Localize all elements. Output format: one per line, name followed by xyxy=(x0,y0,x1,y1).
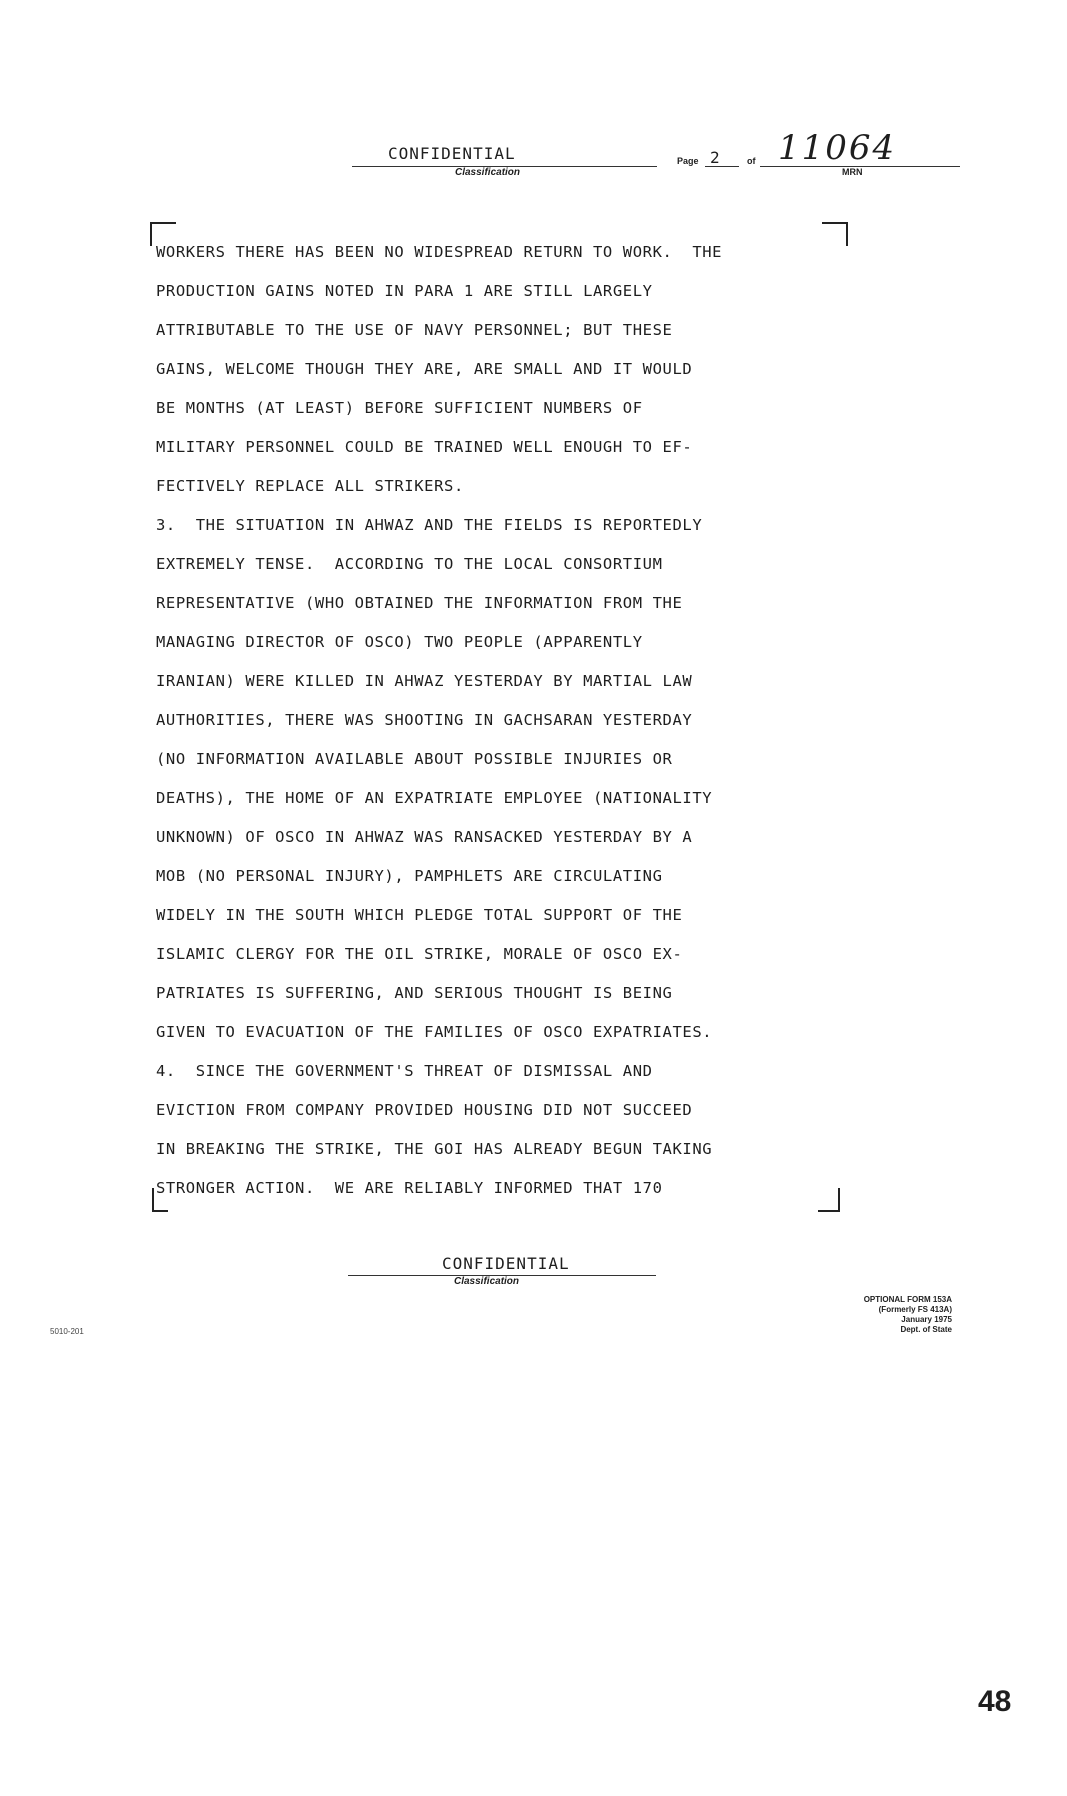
body-line: IN BREAKING THE STRIKE, THE GOI HAS ALREADY BEGUN TAKING xyxy=(156,1140,713,1158)
body-line: FECTIVELY REPLACE ALL STRIKERS. xyxy=(156,477,464,495)
footer-classification-label: Classification xyxy=(454,1276,520,1287)
form-line: Dept. of State xyxy=(900,1325,952,1334)
mrn-label: MRN xyxy=(842,167,863,177)
body-line: MANAGING DIRECTOR OF OSCO) TWO PEOPLE (APPARENTLY xyxy=(156,633,643,651)
stock-number: 5010-201 xyxy=(50,1327,84,1336)
body-line: BE MONTHS (AT LEAST) BEFORE SUFFICIENT NUMBERS OF xyxy=(156,399,643,417)
mrn-handwritten: 11064 xyxy=(778,128,897,168)
body-line: 4. SINCE THE GOVERNMENT'S THREAT OF DISMISSAL AND xyxy=(156,1062,653,1080)
header-classification-label: Classification xyxy=(455,167,521,178)
header-classification: CONFIDENTIAL xyxy=(388,144,516,163)
body-line: REPRESENTATIVE (WHO OBTAINED THE INFORMATION FROM THE xyxy=(156,594,683,612)
body-line: STRONGER ACTION. WE ARE RELIABLY INFORMED THAT 170 xyxy=(156,1179,663,1197)
body-line: EVICTION FROM COMPANY PROVIDED HOUSING DID NOT SUCCEED xyxy=(156,1101,693,1119)
form-info xyxy=(864,1295,952,1335)
body-line: WORKERS THERE HAS BEEN NO WIDESPREAD RETURN TO WORK. THE xyxy=(156,243,723,261)
body-line: WIDELY IN THE SOUTH WHICH PLEDGE TOTAL SUPPORT OF THE xyxy=(156,906,683,924)
body-line: EXTREMELY TENSE. ACCORDING TO THE LOCAL CONSORTIUM xyxy=(156,555,663,573)
body-line: MOB (NO PERSONAL INJURY), PAMPHLETS ARE CIRCULATING xyxy=(156,867,663,885)
body-line: UNKNOWN) OF OSCO IN AHWAZ WAS RANSACKED YESTERDAY BY A xyxy=(156,828,693,846)
body-line: GIVEN TO EVACUATION OF THE FAMILIES OF OSCO EXPATRIATES. xyxy=(156,1023,713,1041)
archive-page-number: 48 xyxy=(978,1685,1012,1718)
page-number-field: 2 xyxy=(710,148,720,167)
body-line: 3. THE SITUATION IN AHWAZ AND THE FIELDS IS REPORTEDLY xyxy=(156,516,703,534)
page-label: Page xyxy=(677,156,699,166)
body-line: GAINS, WELCOME THOUGH THEY ARE, ARE SMALL AND IT WOULD xyxy=(156,360,693,378)
body-line: ISLAMIC CLERGY FOR THE OIL STRIKE, MORALE OF OSCO EX- xyxy=(156,945,683,963)
body-line: PATRIATES IS SUFFERING, AND SERIOUS THOUGHT IS BEING xyxy=(156,984,673,1002)
form-line: (Formerly FS 413A) xyxy=(878,1305,952,1314)
body-line: MILITARY PERSONNEL COULD BE TRAINED WELL ENOUGH TO EF- xyxy=(156,438,693,456)
telegram-body xyxy=(156,233,846,1208)
body-line: (NO INFORMATION AVAILABLE ABOUT POSSIBLE INJURIES OR xyxy=(156,750,673,768)
form-line: OPTIONAL FORM 153A xyxy=(863,1295,952,1304)
body-line: IRANIAN) WERE KILLED IN AHWAZ YESTERDAY BY MARTIAL LAW xyxy=(156,672,693,690)
body-line: AUTHORITIES, THERE WAS SHOOTING IN GACHSARAN YESTERDAY xyxy=(156,711,693,729)
form-line: January 1975 xyxy=(901,1315,952,1324)
footer-classification: CONFIDENTIAL xyxy=(442,1254,570,1273)
body-line: DEATHS), THE HOME OF AN EXPATRIATE EMPLOYEE (NATIONALITY xyxy=(156,789,713,807)
body-line: PRODUCTION GAINS NOTED IN PARA 1 ARE STILL LARGELY xyxy=(156,282,653,300)
of-label: of xyxy=(747,156,756,166)
body-line: ATTRIBUTABLE TO THE USE OF NAVY PERSONNEL; BUT THESE xyxy=(156,321,673,339)
